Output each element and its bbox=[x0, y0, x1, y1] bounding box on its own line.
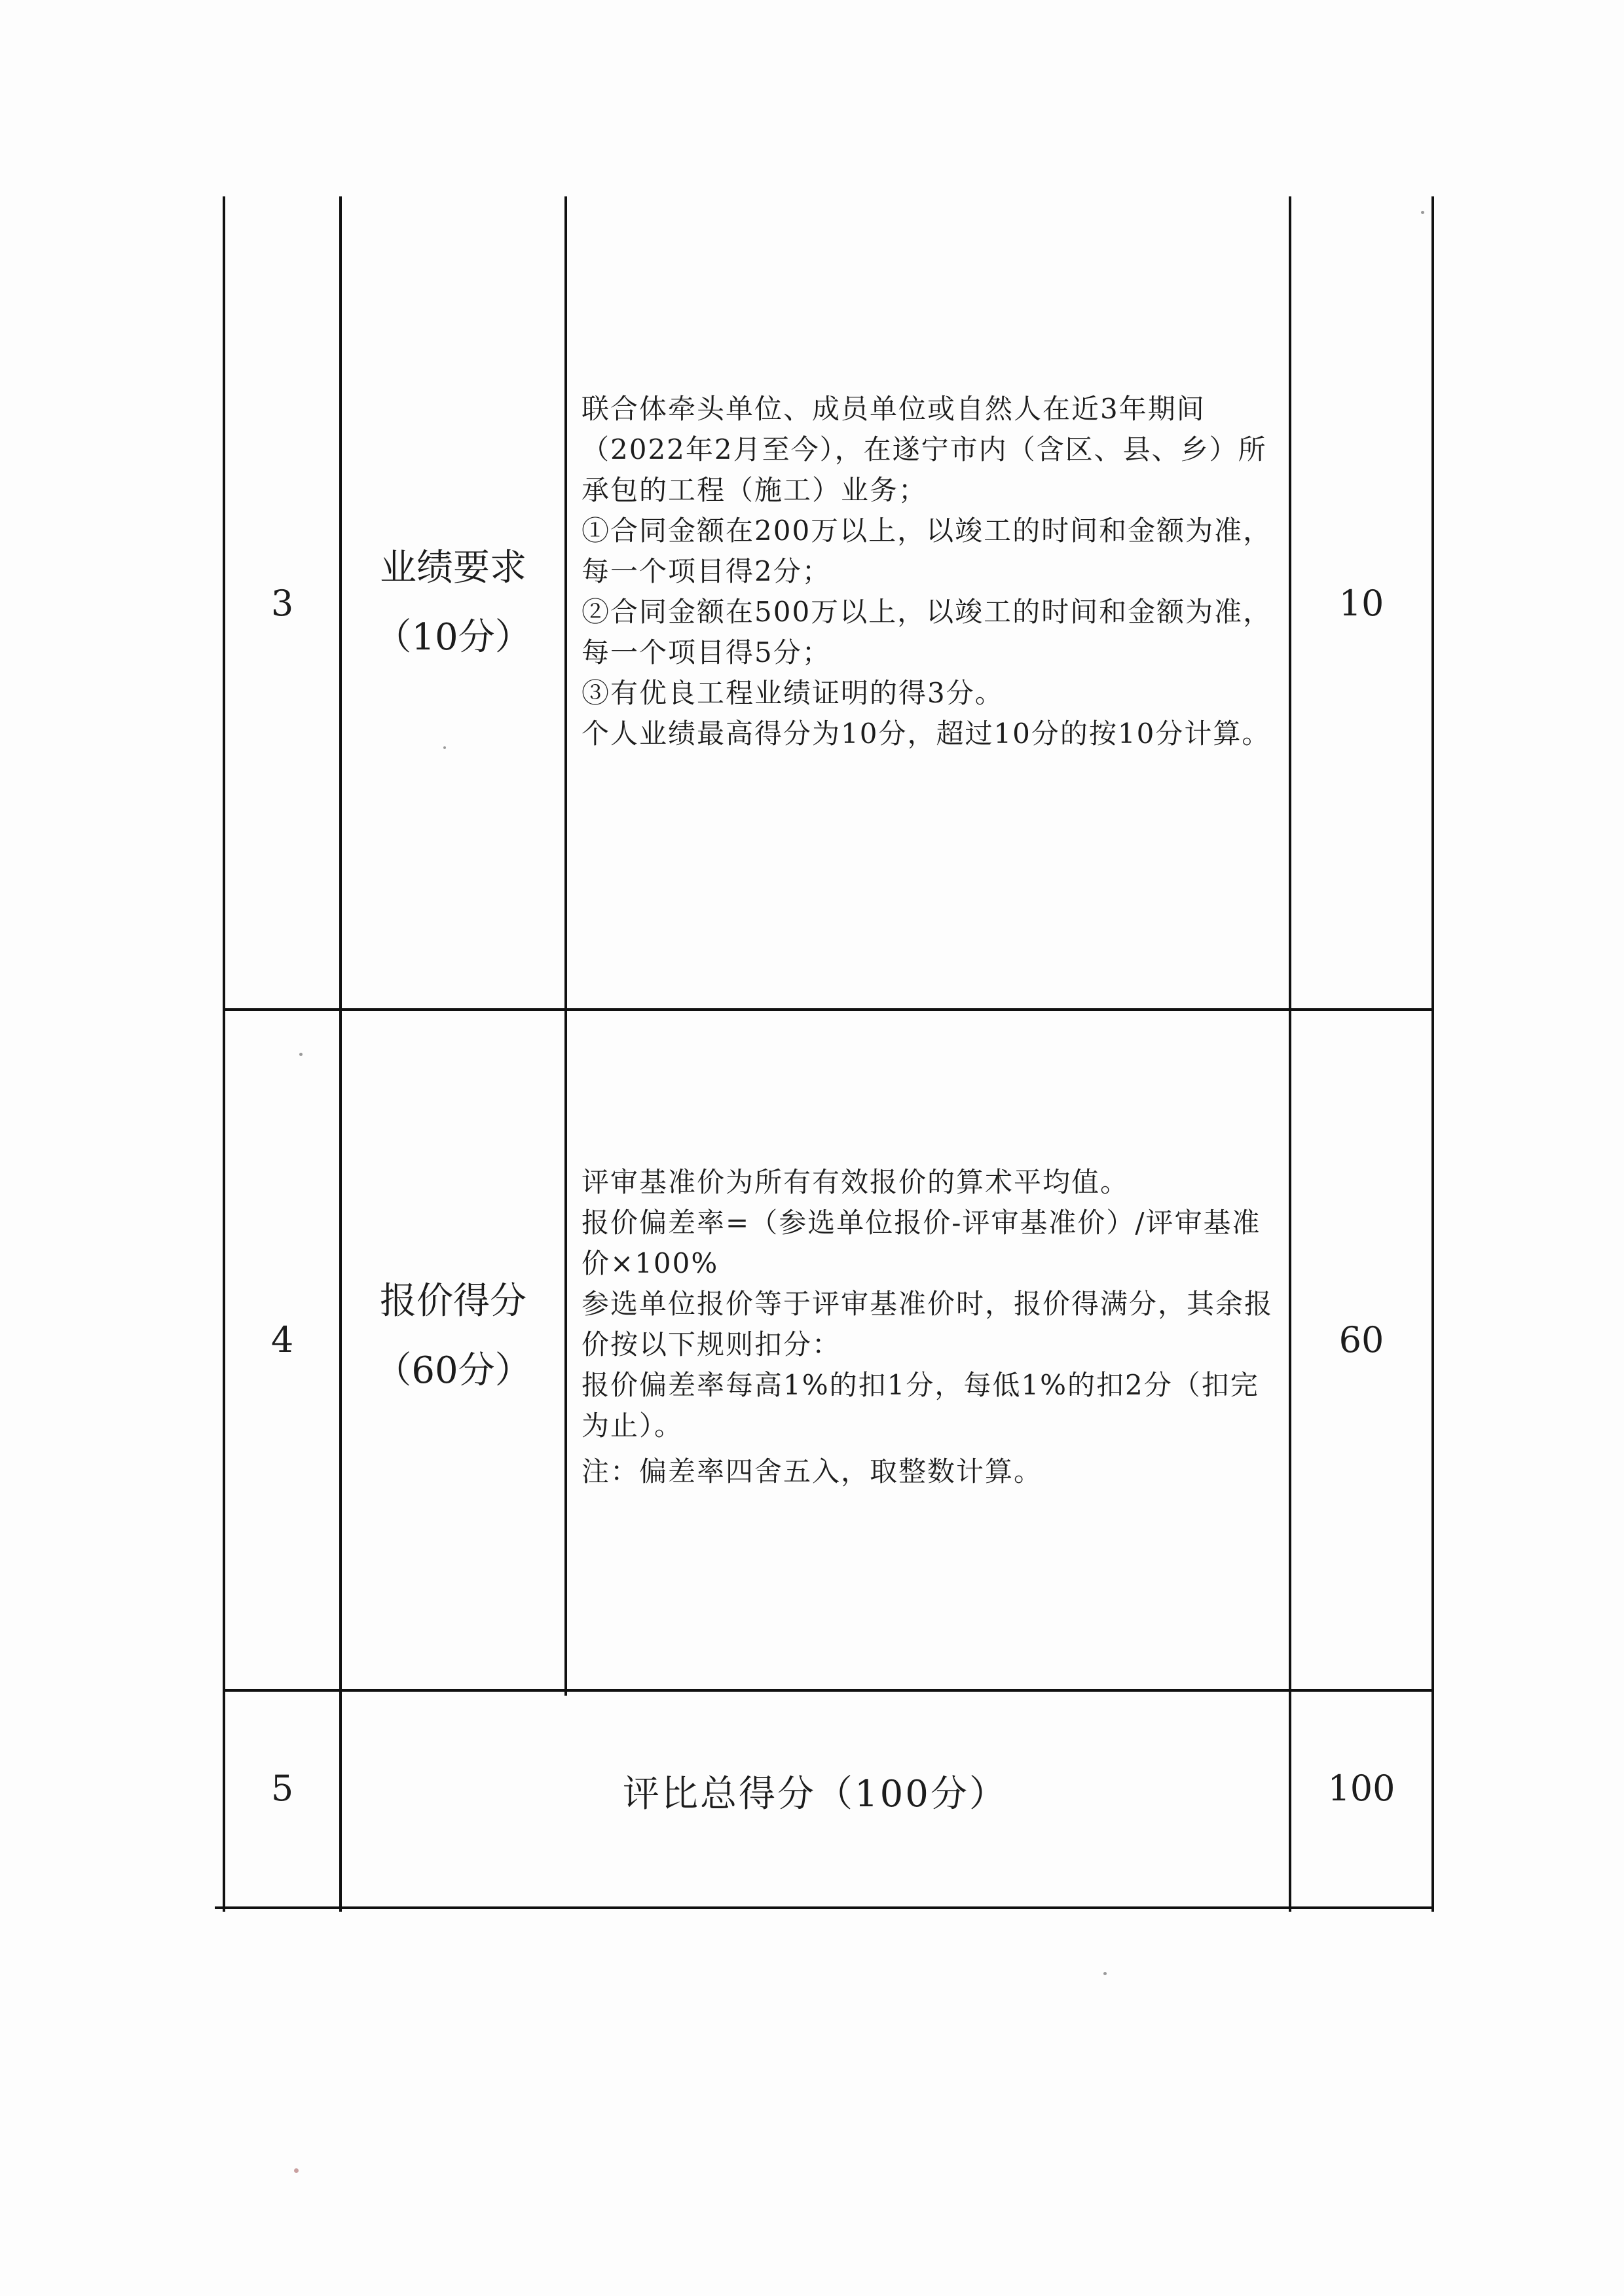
row-divider-3-4 bbox=[223, 1008, 1434, 1011]
criteria-line: 评审基准价为所有有效报价的算术平均值。 bbox=[581, 1166, 1130, 1198]
row-category bbox=[342, 534, 564, 673]
row-number: 3 bbox=[270, 583, 294, 624]
criteria-line: 个人业绩最高得分为10分，超过10分的按10分计算。 bbox=[581, 718, 1271, 750]
criteria-line: ②合同金额在500万以上，以竣工的时间和金额为准，每一个项目得5分； bbox=[581, 596, 1272, 668]
table-divider-no bbox=[339, 196, 342, 1912]
table-border-left bbox=[223, 196, 225, 1912]
scan-speck bbox=[1421, 211, 1424, 214]
total-label: 评比总得分（100分） bbox=[623, 1773, 1008, 1815]
category-title: 报价得分 bbox=[380, 1280, 526, 1322]
table-border-right bbox=[1431, 196, 1434, 1912]
scan-speck bbox=[1103, 1972, 1107, 1975]
criteria-line: 报价偏差率=（参选单位报价-评审基准价）/评审基准价×100% bbox=[581, 1207, 1261, 1279]
criteria-line: 联合体牵头单位、成员单位或自然人在近3年期间（2022年2月至今），在遂宁市内（含区、县、乡）所承包的工程（施工）业务； bbox=[581, 393, 1267, 506]
table-border-bottom bbox=[215, 1906, 1434, 1909]
total-score: 100 bbox=[1327, 1768, 1395, 1809]
table-divider-category bbox=[564, 196, 567, 1696]
row-divider-4-5 bbox=[223, 1689, 1434, 1692]
criteria-line: 参选单位报价等于评审基准价时，报价得满分，其余报价按以下规则扣分： bbox=[581, 1288, 1274, 1360]
scan-speck bbox=[294, 2168, 299, 2173]
total-row-number: 5 bbox=[270, 1768, 294, 1809]
criteria-text bbox=[581, 389, 1276, 754]
criteria-line: ①合同金额在200万以上，以竣工的时间和金额为准，每一个项目得2分； bbox=[581, 515, 1272, 587]
criteria-text bbox=[581, 1162, 1276, 1492]
category-points: （60分） bbox=[375, 1349, 532, 1393]
scan-speck bbox=[299, 1053, 303, 1056]
scan-speck bbox=[443, 746, 446, 749]
row-score: 60 bbox=[1338, 1319, 1384, 1360]
row-score: 10 bbox=[1338, 583, 1384, 624]
criteria-line: ③有优良工程业绩证明的得3分。 bbox=[581, 677, 1004, 709]
category-title: 业绩要求 bbox=[380, 547, 526, 589]
category-points: （10分） bbox=[375, 616, 532, 659]
table-divider-score bbox=[1289, 196, 1291, 1912]
criteria-line: 报价偏差率每高1%的扣1分，每低1%的扣2分（扣完为止）。 bbox=[581, 1369, 1259, 1442]
criteria-line: 注：偏差率四舍五入，取整数计算。 bbox=[581, 1455, 1043, 1487]
row-number: 4 bbox=[270, 1319, 294, 1360]
row-category bbox=[342, 1267, 564, 1406]
